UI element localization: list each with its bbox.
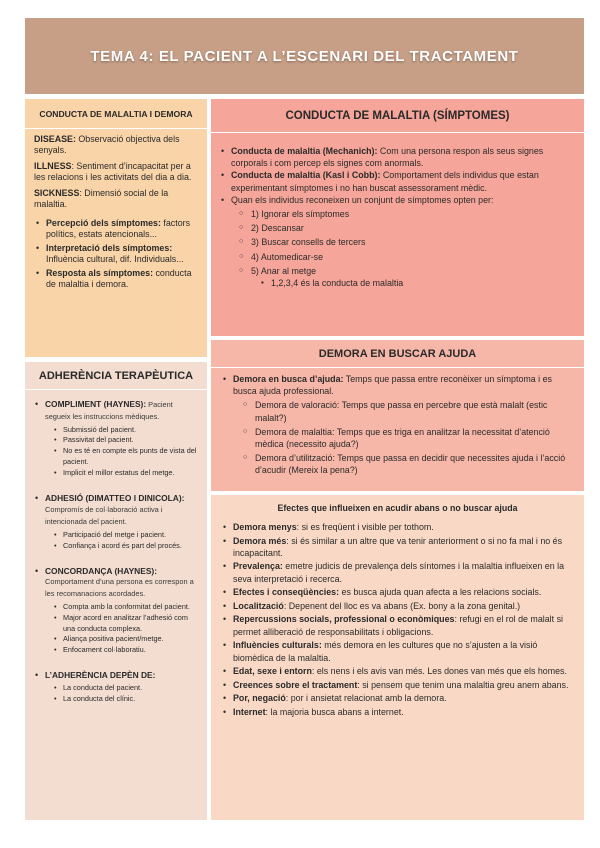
section-demora: [211, 340, 584, 491]
definition-sickness: SICKNESS: Dimensió social de la malaltia.: [34, 188, 169, 209]
list-item: • Percepció dels símptomes: factors polítics, estats atencionals...: [46, 218, 198, 240]
list-item: • Passivitat del pacient.: [63, 435, 197, 446]
list-item: • Enfocament col·laboratiu.: [63, 645, 197, 656]
section-conducta-demora: [25, 99, 207, 357]
definition-illness: ILLNESS: Sentiment d’incapacitat per a les relacions i les activitats del dia a dia.: [34, 161, 192, 182]
list-item: • No es té en compte els punts de vista del pacient.: [63, 446, 197, 468]
list-item: • Confiança i acord és part del procés.: [63, 541, 197, 552]
list-item: • Aliança positiva pacient/metge.: [63, 634, 197, 645]
section-title: Efectes que influeixen en acudir abans o no buscar ajuda: [277, 503, 518, 513]
group-adhesio: • ADHESIÓ (DIMATTEO I DINICOLA): Compromís de col·laboració activa i intencionada del pacient. • Participació del metge i pacient. • Confiança i acord és part del procés.: [35, 493, 197, 552]
group-depen: • L’ADHERÈNCIA DEPÈN DE: • La conducta del pacient. • La conducta del clínic.: [35, 670, 197, 704]
list-item: ○ Demora d’utilització: Temps que passa en decidir que necessites ajuda i l’acció d’acudir (Mereix la pena?): [255, 452, 574, 476]
list-item: • Demora menys: si es freqüent i visible per tothom.: [233, 521, 574, 533]
list-item: • Influències culturals: més demora en les cultures que no s’ajusten a la visió biomèdica de la malaltia.: [233, 639, 574, 664]
list-item: • Repercussions socials, professional o econòmiques: refugi en el rol de malalt si permet alliberació de responsabilitats i obligacions.: [233, 613, 574, 638]
list-item: • Submissió del pacient.: [63, 425, 197, 436]
list-item: • Compta amb la conformitat del pacient.: [63, 602, 197, 613]
page-title: TEMA 4: EL PACIENT A L’ESCENARI DEL TRACTAMENT: [90, 47, 519, 65]
list-item: • Internet: la majoria busca abans a internet.: [233, 706, 574, 718]
list-item: • Interpretació dels símptomes: Influència cultural, dif. Individuals...: [46, 243, 198, 265]
list-item: • Resposta als símptomes: conducta de malaltia i demora.: [46, 268, 198, 290]
list-item: • Efectes i conseqüències: es busca ajuda quan afecta a les relacions socials.: [233, 586, 574, 598]
section-simptomes: [211, 99, 584, 336]
section-title: DEMORA EN BUSCAR AJUDA: [211, 340, 584, 368]
list-item: • Por, negació: por i ansietat relacionat amb la demora.: [233, 692, 574, 704]
title-banner: [25, 18, 584, 94]
list-item: • La conducta del pacient.: [63, 683, 197, 694]
list-item: • Quan els individus reconeixen un conjunt de símptomes opten per: ○ 1) Ignorar els símptomes ○ 2) Descansar ○ 3) Buscar consells de tercers ○ 4) Automedicar-se ○ 5) Anar al metge ▪ 1,2,3,4 és la conducta de malaltia: [231, 194, 574, 289]
group-compliment: • COMPLIMENT (HAYNES): Pacient segueix les instruccions mèdiques. • Submissió del pacient. • Passivitat del pacient. • No es té en compte els punts de vista del pacient. • Implicit el millor estatus del metge.: [35, 399, 197, 479]
list-item: • Major acord en analitzar l’adhesió com una conducta complexa.: [63, 613, 197, 635]
list-item: • Localització: Depenent del lloc es va abans (Ex. bony a la zona genital.): [233, 600, 574, 612]
list-item: ○ Demora de malaltia: Temps que es triga en analitzar la necessitat d’atenció mèdica (necessito ajuda?): [255, 426, 574, 450]
section-title: CONDUCTA DE MALALTIA (SÍMPTOMES): [211, 99, 584, 133]
list-item: • Participació del metge i pacient.: [63, 530, 197, 541]
list-item: • Implicit el millor estatus del metge.: [63, 468, 197, 479]
note-item: ▪ 1,2,3,4 és la conducta de malaltia: [271, 277, 574, 289]
definition-disease: DISEASE: Observació objectiva dels senyals.: [34, 134, 180, 155]
list-item: • Prevalença: emetre judicis de prevalença dels síntomes i la malaltia influeixen en la seva interpretació i recerca.: [233, 560, 574, 585]
option-item: ○ 5) Anar al metge ▪ 1,2,3,4 és la conducta de malaltia: [251, 265, 574, 289]
group-concordanca: • CONCORDANÇA (HAYNES): Comportament d’una persona es correspon a les recomanacions acordades. • Compta amb la conformitat del pacient. • Major acord en analitzar l’adhesió com una conducta complexa. • Aliança positiva pacient/metge. • Enfocament col·laboratiu.: [35, 566, 197, 656]
list-item: • Demora en busca d’ajuda: Temps que passa entre reconèixer un símptoma i es busca ajuda professional. ○ Demora de valoració: Temps que passa en percebre que està malalt (estic malalt?) ○ Demora de malaltia: Temps que es triga en analitzar la necessitat d’atenció mèdica (necessito ajuda?) ○ Demora d’utilització: Temps que passa en decidir que necessites ajuda i l’acció d’acudir (Mereix la pena?): [233, 373, 574, 477]
list-item: • Demora més: si és similar a un altre que va tenir anteriorment o si no fa mal i no és incapacitant.: [233, 535, 574, 560]
option-item: ○ 1) Ignorar els símptomes: [251, 208, 574, 220]
option-item: ○ 2) Descansar: [251, 222, 574, 234]
section-title: ADHERÈNCIA TERAPÈUTICA: [25, 362, 207, 390]
list-item: • Creences sobre el tractament: si pensem que tenim una malaltia greu anem abans.: [233, 679, 574, 691]
list-item: • Conducta de malaltia (Mechanich): Com una persona respon als seus signes corporals i com percep els signes com anormals.: [231, 145, 574, 169]
list-item: • Edat, sexe i entorn: els nens i els avis van més. Les dones van més que els homes.: [233, 665, 574, 677]
option-item: ○ 4) Automedicar-se: [251, 251, 574, 263]
section-title: CONDUCTA DE MALALTIA I DEMORA: [25, 99, 207, 129]
section-efectes: [211, 495, 584, 820]
section-adherencia: [25, 362, 207, 820]
list-item: • Conducta de malaltia (Kasl i Cobb): Comportament dels individus que estan experimentant símptomes i no han buscat assessorament mèdic.: [231, 169, 574, 193]
option-item: ○ 3) Buscar consells de tercers: [251, 236, 574, 248]
list-item: • La conducta del clínic.: [63, 694, 197, 705]
list-item: ○ Demora de valoració: Temps que passa en percebre que està malalt (estic malalt?): [255, 399, 574, 423]
